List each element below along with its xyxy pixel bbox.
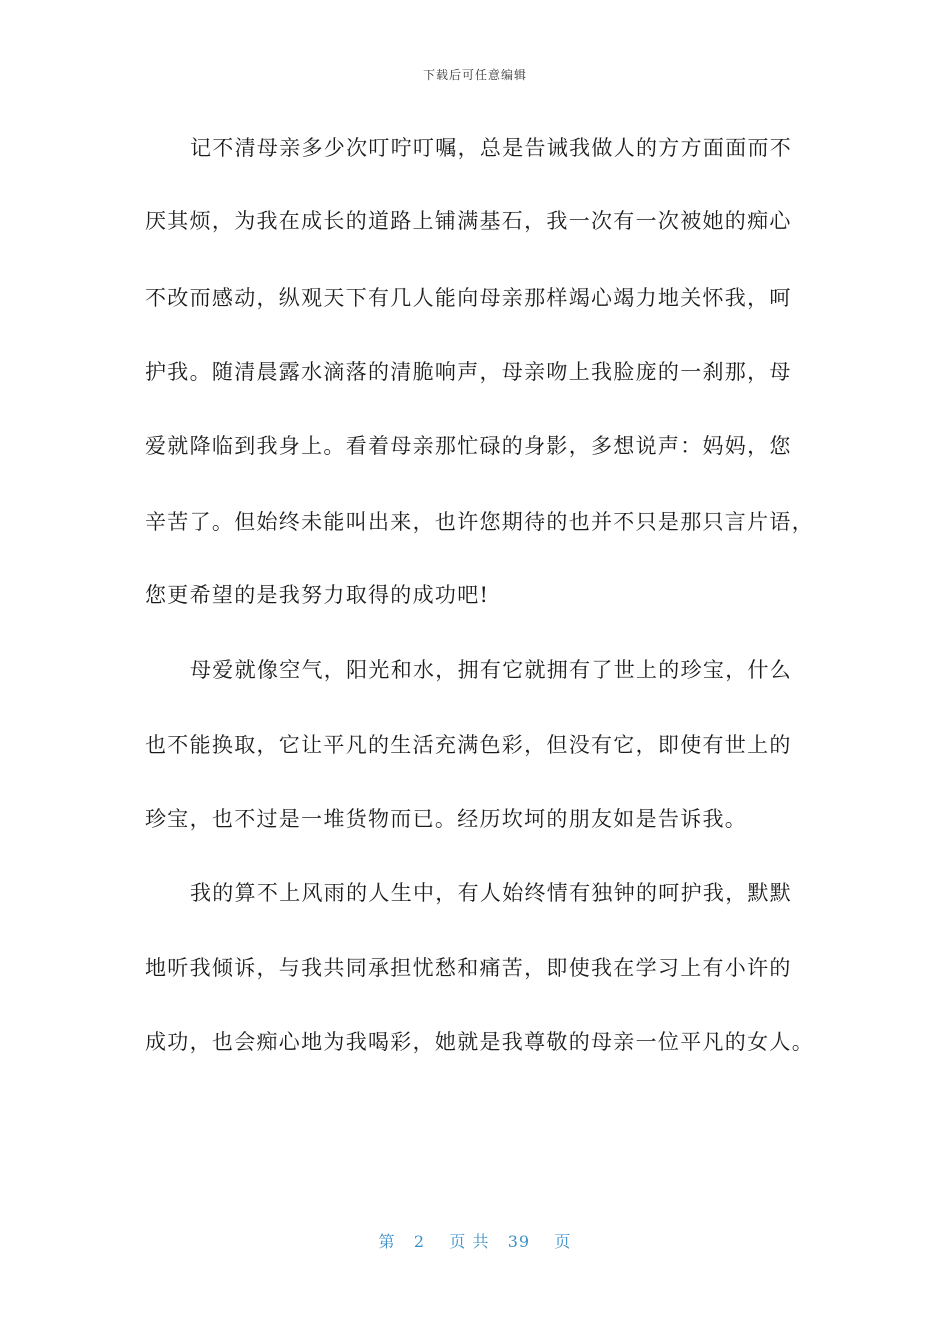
footer-middle: 页 共: [449, 1232, 490, 1251]
page-footer: [0, 1229, 950, 1252]
header-note: 下载后可任意编辑: [422, 68, 527, 82]
footer-total-pages: 39: [507, 1232, 531, 1251]
paragraph-line: 厌其烦，为我在成长的道路上铺满基石，我一次有一次被她的痴心: [145, 209, 792, 233]
paragraph-line: 地听我倾诉，与我共同承担忧愁和痛苦，即使我在学习上有小许的: [145, 956, 792, 980]
paragraph-line: 辛苦了。但始终未能叫出来，也许您期待的也并不只是那只言片语，: [145, 510, 814, 534]
paragraph-line: 爱就降临到我身上。看着母亲那忙碌的身影，多想说声：妈妈，您: [145, 434, 792, 458]
paragraph-line: 您更希望的是我努力取得的成功吧!: [145, 583, 490, 607]
footer-suffix: 页: [554, 1232, 572, 1251]
paragraph-line: 珍宝，也不过是一堆货物而已。经历坎坷的朋友如是告诉我。: [145, 807, 748, 831]
paragraph-line: 不改而感动，纵观天下有几人能向母亲那样竭心竭力地关怀我，呵: [145, 286, 792, 310]
footer-prefix: 第: [378, 1232, 396, 1251]
paragraph-line: 记不清母亲多少次叮咛叮嘱，总是告诫我做人的方方面面而不: [190, 136, 793, 160]
footer-page-number: 2: [413, 1232, 426, 1251]
paragraph-line: 母爱就像空气，阳光和水，拥有它就拥有了世上的珍宝，什么: [190, 658, 793, 682]
paragraph-line: 我的算不上风雨的人生中，有人始终情有独钟的呵护我，默默: [190, 881, 793, 905]
paragraph-line: 也不能换取，它让平凡的生活充满色彩，但没有它，即使有世上的: [145, 733, 792, 757]
paragraph-line: 成功，也会痴心地为我喝彩，她就是我尊敬的母亲一位平凡的女人。: [145, 1030, 814, 1054]
paragraph-line: 护我。随清晨露水滴落的清脆响声，母亲吻上我脸庞的一刹那，母: [145, 360, 792, 384]
